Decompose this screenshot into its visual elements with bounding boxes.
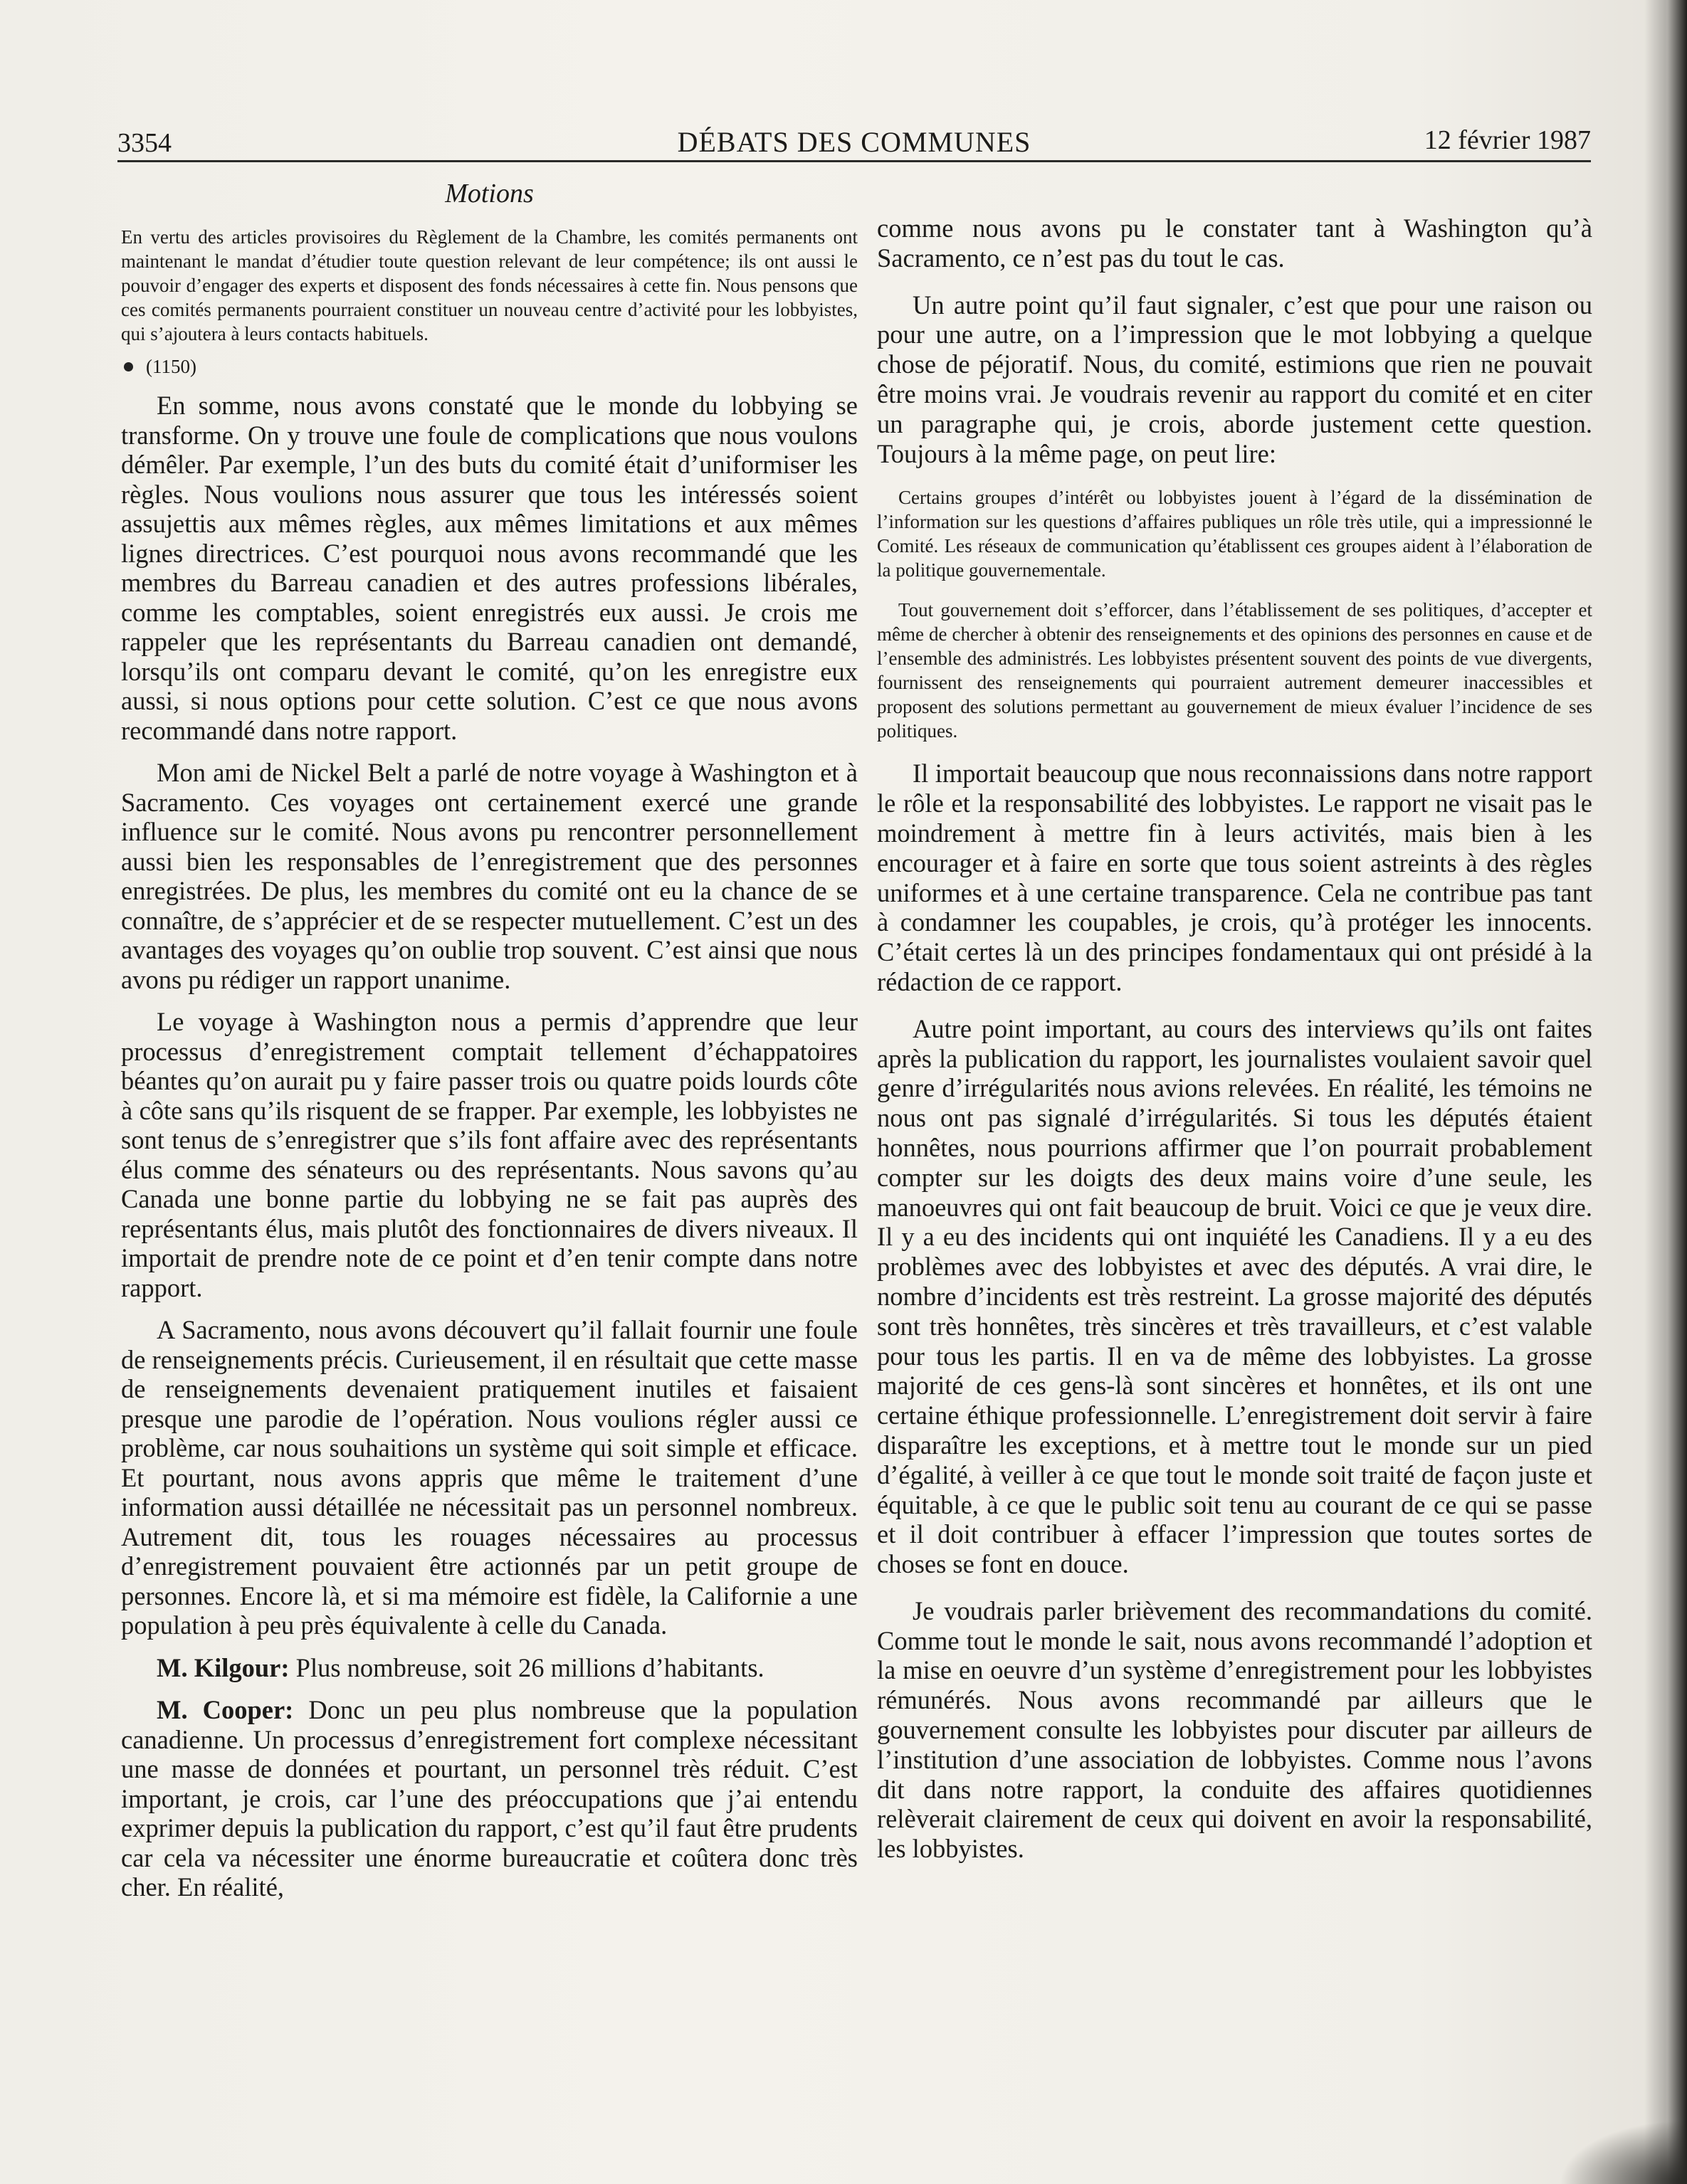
block-quote: Certains groupes d’intérêt ou lobbyistes jouent à l’égard de la dissémination de l’information sur les questions d’affaires publiques un rôle très utile, qui a impressionné le Comité. Les réseaux de communication qu’établissent ces groupes aident à l’élaboration de la politique gouvernementale. [877, 487, 1592, 581]
speaker-text: Donc un peu plus nombreuse que la population canadienne. Un processus d’enregistrement fort complexe nécessitant une masse de données et pourtant, un personnel très réduit. C’est important, je crois, car l’une des préoccupations que j’ai entendu exprimer depuis la publication du rapport, c’est qu’il faut être prudents car cela va nécessiter une énorme bureaucratie et coûtera donc très cher. En réalité, [121, 1695, 858, 1901]
speaker-name: M. Cooper: [157, 1695, 294, 1724]
left-column [121, 178, 858, 1915]
page-number: 3354 [117, 128, 172, 158]
time-marker-label: (1150) [146, 356, 196, 377]
bullet-icon [124, 362, 133, 371]
speaker-text: Plus nombreuse, soit 26 millions d’habitants. [289, 1652, 764, 1682]
publication-title: DÉBATS DES COMMUNES [677, 126, 1031, 158]
speaker-paragraph [121, 1653, 858, 1683]
paragraph: A Sacramento, nous avons découvert qu’il fallait fournir une foule de renseignements précis. Curieusement, il en résultait que cette masse de renseignements devenaient pratiquement inutiles et faisaient presque une parodie de l’opération. Nous voulions régler aussi ce problème, car nous souhaitions un système qui soit simple et efficace. Et pourtant, nous avons appris que même le traitement d’une information aussi détaillée ne nécessitait pas un personnel nombreux. Autrement dit, tous les rouages nécessaires au processus d’enregistrement pouvaient être actionnés par un petit groupe de personnes. Encore là, et si ma mémoire est fidèle, la Californie a une population à peu près équivalente à celle du Canada. [121, 1315, 858, 1640]
right-column [877, 213, 1592, 1881]
paragraph: Le voyage à Washington nous a permis d’apprendre que leur processus d’enregistrement comptait tellement d’échappatoires béantes qu’on aurait pu y faire passer trois ou quatre poids lourds côte à côte sans qu’ils risquent de se frapper. Par exemple, les lobbyistes ne sont tenus de s’enregistrer que s’ils font affaire avec des représentants élus comme des sénateurs ou des représentants. Nous savons qu’au Canada une bonne partie du lobbying ne se fait pas auprès des représentants élus, mais plutôt des fonctionnaires de divers niveaux. Il importait de prendre note de ce point et d’en tenir compte dans notre rapport. [121, 1007, 858, 1302]
paragraph: Je voudrais parler brièvement des recommandations du comité. Comme tout le monde le sait, nous avons recommandé l’adoption et la mise en oeuvre d’un système d’enregistrement pour les lobbyistes rémunérés. Nous avons recommandé par ailleurs que le gouvernement consulte les lobbyistes pour discuter par ailleurs de l’institution d’une association de lobbyistes. Comme nous l’avons dit dans notre rapport, la conduite des affaires quotidiennes relèverait clairement de ceux qui doivent en avoir la responsabilité, les lobbyistes. [877, 1595, 1592, 1864]
paragraph: comme nous avons pu le constater tant à Washington qu’à Sacramento, ce n’est pas du tout le cas. [877, 213, 1592, 273]
issue-date: 12 février 1987 [1424, 125, 1591, 155]
paragraph: Il importait beaucoup que nous reconnaissions dans notre rapport le rôle et la responsabilité des lobbyistes. Le rapport ne visait pas le moindrement à mettre fin à leurs activités, mais bien à les encourager et à faire en sorte que tous soient astreints à des règles uniformes et à une certaine transparence. Cela ne contribue pas tant à condamner les coupables, je crois, qu’à protéger les innocents. C’était certes là un des principes fondamentaux qui ont présidé à la rédaction de ce rapport. [877, 759, 1592, 996]
intro-paragraph: En vertu des articles provisoires du Règlement de la Chambre, les comités permanents ont maintenant le mandat d’étudier toute question relevant de leur compétence; ils ont aussi le pouvoir d’engager des experts et disposent des fonds nécessaires à cette fin. Nous pensons que ces comités permanents pourraient constituer un nouveau centre d’activité pour les lobbyistes, qui s’ajoutera à leurs contacts habituels. [121, 226, 858, 344]
section-title: Motions [445, 179, 534, 209]
running-header [117, 117, 1591, 162]
paragraph: Un autre point qu’il faut signaler, c’est que pour une raison ou pour une autre, on a l’impression que le mot lobbying a quelque chose de péjoratif. Nous, du comité, estimions que rien ne pouvait être moins vrai. Je voudrais revenir au rapport du comité et en citer un paragraphe qui, je crois, aborde justement cette question. Toujours à la même page, on peut lire: [877, 290, 1592, 468]
corner-shadow [1559, 2120, 1687, 2184]
speaker-name: M. Kilgour: [157, 1652, 290, 1682]
paragraph: Mon ami de Nickel Belt a parlé de notre voyage à Washington et à Sacramento. Ces voyages ont certainement exercé une grande influence sur le comité. Nous avons pu rencontrer personnellement aussi bien les responsables de l’enregistrement que des personnes enregistrées. De plus, les membres du comité ont eu la chance de se connaître, de s’apprécier et de se respecter mutuellement. C’est un des avantages des voyages qu’on oublie trop souvent. C’est ainsi que nous avons pu rédiger un rapport unanime. [121, 758, 858, 994]
binding-shadow [1644, 0, 1687, 2184]
block-quote: Tout gouvernement doit s’efforcer, dans l’établissement de ses politiques, d’accepter et même de chercher à obtenir des renseignements et des opinions des personnes en cause et de l’ensemble des administrés. Les lobbyistes présentent souvent des points de vue divergents, fournissent des renseignements qui pourraient autrement demeurer inaccessibles et proposent des solutions permettant au gouvernement de mieux évaluer l’incidence de ses politiques. [877, 599, 1592, 742]
speaker-paragraph [121, 1695, 858, 1902]
paragraph: En somme, nous avons constaté que le monde du lobbying se transforme. On y trouve une foule de complications que nous voulons démêler. Par exemple, l’un des buts du comité était d’uniformiser les règles. Nous voulions nous assurer que tous les intéressés soient assujettis aux mêmes règles, aux mêmes limitations et aux mêmes lignes directrices. C’est pourquoi nous avons recommandé que les membres du Barreau canadien et des autres professions libérales, comme les comptables, soient enregistrés eux aussi. Je crois me rappeler que les représentants du Barreau canadien ont demandé, lorsqu’ils ont comparu devant le comité, qu’on les enregistre eux aussi, si nous options pour cette solution. C’est ce que nous avons recommandé dans notre rapport. [121, 391, 858, 745]
paragraph: Autre point important, au cours des interviews qu’ils ont faites après la publication du rapport, les journalistes voulaient savoir quel genre d’irrégularités nous avions relevées. En réalité, les témoins ne nous ont pas signalé d’irrégularités. Si tous les députés étaient honnêtes, nous pourrions affirmer que l’on pourrait probablement compter sur les doigts des deux mains voire d’une seule, les manoeuvres qui ont fait beaucoup de bruit. Voici ce que je veux dire. Il y a eu des incidents qui ont inquiété les Canadiens. Il y a eu des problèmes avec des lobbyistes et avec des députés. A vrai dire, le nombre d’incidents est très restreint. La grosse majorité des députés sont très honnêtes, très sincères et très travailleurs, et c’est valable pour tous les partis. Il en va de même des lobbyistes. La grosse majorité de ces gens-là sont sincères et honnêtes, et ils ont une certaine éthique professionnelle. L’enregistrement doit servir à faire disparaître les exceptions, et à mettre tout le monde sur un pied d’égalité, à veiller à ce que tout le monde soit traité de façon juste et équitable, à ce que le public soit tenu au courant de ce qui se passe et il doit contribuer à effacer l’impression que toutes sortes de choses se font en douce. [877, 1013, 1592, 1579]
time-marker [121, 356, 858, 378]
